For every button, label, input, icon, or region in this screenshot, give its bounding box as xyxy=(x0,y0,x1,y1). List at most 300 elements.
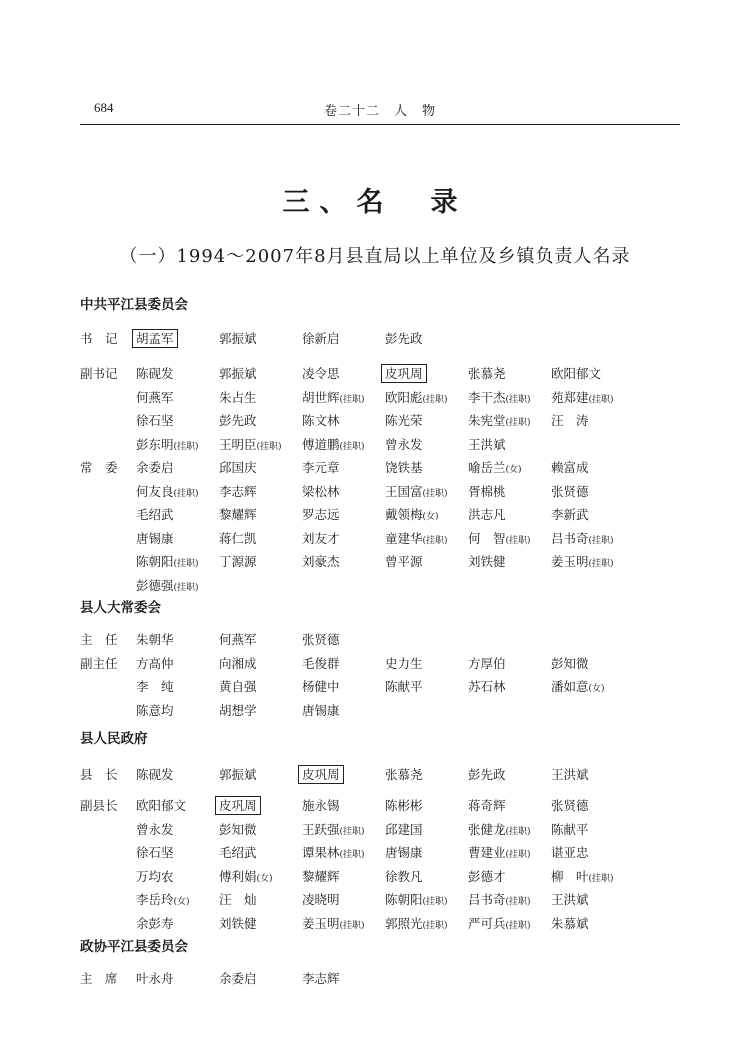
name-note: (挂职) xyxy=(173,582,199,593)
person-name xyxy=(385,841,468,865)
name-text: 胥棉桃 xyxy=(468,483,506,499)
role-label: 主 任 xyxy=(80,632,118,647)
person-name xyxy=(302,386,385,410)
name-text: 刘豪杰 xyxy=(302,554,340,569)
name-note: (挂职) xyxy=(505,850,531,860)
name-text: 郭振斌 xyxy=(219,767,257,782)
name-text: 徐石坚 xyxy=(136,413,174,428)
section-ccp-committee xyxy=(80,294,680,597)
name-text: 刘铁健 xyxy=(219,915,257,931)
name-text: 何友良 xyxy=(136,483,174,499)
name-note: (挂职) xyxy=(339,394,365,405)
name-text: 童建华 xyxy=(385,530,423,546)
person-name xyxy=(136,865,219,889)
name-text: 张贤德 xyxy=(551,483,589,499)
person-name xyxy=(551,550,634,574)
name-note: (挂职) xyxy=(339,920,365,931)
name-note: (挂职) xyxy=(588,535,614,546)
name-text: 史力生 xyxy=(385,655,423,671)
name-text: 姜玉明 xyxy=(302,915,340,931)
name-text: 叶永舟 xyxy=(136,971,174,986)
name-text: 凌令思 xyxy=(302,366,340,381)
name-text: 彭东明 xyxy=(136,436,174,452)
name-text: 何燕军 xyxy=(136,389,174,405)
person-name xyxy=(551,386,634,410)
person-name xyxy=(219,818,302,842)
name-text: 陈砚发 xyxy=(136,767,174,782)
name-text: 彭先政 xyxy=(468,767,506,782)
person-name xyxy=(219,550,302,574)
person-name xyxy=(385,386,468,410)
person-name xyxy=(219,327,302,351)
name-text: 饶铁基 xyxy=(385,460,423,475)
person-name xyxy=(551,409,634,433)
name-note: (挂职) xyxy=(505,826,531,837)
name-text: 陈献平 xyxy=(551,821,589,837)
person-name xyxy=(136,652,219,676)
name-text: 徐石坚 xyxy=(136,845,174,860)
subtitle: （一）1994～2007年8月县直局以上单位及乡镇负责人名录 xyxy=(119,246,631,267)
name-text: 张贤德 xyxy=(302,632,340,647)
person-name xyxy=(468,888,551,912)
page-title: 三、名 录 xyxy=(282,187,468,218)
person-name xyxy=(219,456,302,480)
person-name xyxy=(551,480,634,504)
name-text: 彭德才 xyxy=(468,868,506,884)
person-name xyxy=(136,527,219,551)
person-name xyxy=(551,675,634,699)
person-name xyxy=(136,888,219,912)
person-name xyxy=(468,503,551,527)
person-name xyxy=(302,888,385,912)
person-name xyxy=(302,818,385,842)
name-note: (挂职) xyxy=(173,441,199,452)
name-text: 吕书奇 xyxy=(551,530,589,546)
name-note: (挂职) xyxy=(339,826,365,837)
role-label: 常 委 xyxy=(80,460,118,475)
person-name xyxy=(136,386,219,410)
person-name xyxy=(385,456,468,480)
person-name xyxy=(385,433,468,457)
person-name xyxy=(219,794,302,818)
person-name xyxy=(468,818,551,842)
role-label: 县 长 xyxy=(80,767,118,782)
person-name xyxy=(468,527,551,551)
entry-row xyxy=(80,794,680,935)
name-text: 曾永发 xyxy=(136,821,174,837)
name-text: 郭照光 xyxy=(385,915,423,931)
person-name xyxy=(136,699,219,723)
name-text: 汪 灿 xyxy=(219,892,257,907)
name-note: (女) xyxy=(505,465,522,475)
name-note: (挂职) xyxy=(588,394,614,405)
person-name xyxy=(136,912,219,936)
name-text: 万均农 xyxy=(136,868,174,884)
name-text: 欧阳彪 xyxy=(385,389,423,405)
person-name xyxy=(385,763,468,787)
person-name xyxy=(385,818,468,842)
name-text: 陈朝阳 xyxy=(136,554,174,569)
person-name xyxy=(385,675,468,699)
name-text: 谭果林 xyxy=(302,845,340,860)
person-name xyxy=(551,362,634,386)
name-note: (挂职) xyxy=(505,418,531,428)
person-name xyxy=(302,675,385,699)
person-name xyxy=(302,527,385,551)
name-list xyxy=(136,794,696,935)
person-name xyxy=(302,503,385,527)
name-text: 唐锡康 xyxy=(136,530,174,546)
person-name xyxy=(551,912,634,936)
name-list xyxy=(136,362,696,456)
role-label: 书 记 xyxy=(80,331,118,346)
page-number: 684 xyxy=(94,100,114,115)
name-text: 陈砚发 xyxy=(136,366,174,381)
person-name xyxy=(219,967,302,991)
name-note: (女) xyxy=(173,897,190,907)
person-name xyxy=(551,527,634,551)
section-title: 县人大常委会 xyxy=(80,600,161,616)
name-text: 方高仲 xyxy=(136,655,174,671)
name-text: 朱宪堂 xyxy=(468,413,506,428)
name-text: 傅道鹏 xyxy=(302,436,340,452)
person-name xyxy=(468,794,551,818)
person-name xyxy=(551,794,634,818)
name-text: 潘如意 xyxy=(551,679,589,694)
person-name xyxy=(219,841,302,865)
name-text: 邱国庆 xyxy=(219,460,257,475)
person-name xyxy=(136,480,219,504)
person-name xyxy=(302,433,385,457)
name-note: (挂职) xyxy=(422,920,448,931)
name-text: 赖富成 xyxy=(551,460,589,475)
person-name xyxy=(219,763,302,787)
name-text: 何 智 xyxy=(468,530,506,546)
name-text: 李岳玲 xyxy=(136,892,174,907)
name-text: 蒋奇辉 xyxy=(468,798,506,813)
boxed-name: 皮巩周 xyxy=(298,765,344,784)
name-text: 王洪斌 xyxy=(468,436,506,452)
name-text: 郭振斌 xyxy=(219,331,257,346)
name-text: 毛俊群 xyxy=(302,655,340,671)
name-text: 杨健中 xyxy=(302,679,340,694)
name-note: (挂职) xyxy=(339,441,365,452)
section-title: 政协平江县委员会 xyxy=(80,939,188,955)
person-name xyxy=(302,409,385,433)
person-name xyxy=(302,967,385,991)
person-name xyxy=(385,912,468,936)
name-text: 余彭寿 xyxy=(136,915,174,931)
name-note: (挂职) xyxy=(422,394,448,405)
entry-row xyxy=(80,327,680,362)
name-note: (挂职) xyxy=(588,873,614,884)
person-name xyxy=(468,675,551,699)
name-text: 张贤德 xyxy=(551,798,589,813)
person-name xyxy=(302,794,385,818)
name-text: 陈文林 xyxy=(302,413,340,428)
person-name xyxy=(468,409,551,433)
name-text: 胡世辉 xyxy=(302,389,340,405)
name-list xyxy=(136,652,696,723)
name-text: 曹建业 xyxy=(468,845,506,860)
name-text: 方厚伯 xyxy=(468,655,506,671)
person-name xyxy=(468,912,551,936)
person-name xyxy=(219,912,302,936)
person-name xyxy=(302,865,385,889)
person-name xyxy=(219,675,302,699)
person-name xyxy=(136,818,219,842)
section-title: 县人民政府 xyxy=(80,731,148,747)
name-text: 朱占生 xyxy=(219,389,257,405)
person-name xyxy=(302,699,385,723)
person-name xyxy=(385,794,468,818)
name-text: 徐新启 xyxy=(302,331,340,346)
person-name xyxy=(302,652,385,676)
name-text: 苑郑建 xyxy=(551,389,589,405)
person-name xyxy=(385,503,468,527)
person-name xyxy=(219,503,302,527)
person-name xyxy=(219,527,302,551)
name-note: (挂职) xyxy=(505,920,531,931)
name-list xyxy=(136,763,696,787)
person-name xyxy=(302,550,385,574)
name-text: 欧阳郁文 xyxy=(551,366,602,381)
person-name xyxy=(136,362,219,386)
name-note: (挂职) xyxy=(505,535,531,546)
person-name xyxy=(385,327,468,351)
person-name xyxy=(468,865,551,889)
section-npc-standing-committee xyxy=(80,597,680,722)
person-name xyxy=(219,386,302,410)
person-name xyxy=(468,456,551,480)
name-text: 苏石林 xyxy=(468,679,506,694)
name-text: 彭德强 xyxy=(136,577,174,593)
person-name xyxy=(136,456,219,480)
name-note: (挂职) xyxy=(173,488,199,499)
name-text: 刘铁健 xyxy=(468,554,506,569)
person-name xyxy=(551,865,634,889)
name-text: 陈意均 xyxy=(136,702,174,718)
name-list xyxy=(136,967,696,991)
name-text: 李 纯 xyxy=(136,679,174,694)
name-text: 刘友才 xyxy=(302,530,340,546)
name-list xyxy=(136,628,696,652)
person-name xyxy=(136,503,219,527)
person-name xyxy=(302,327,385,351)
entry-row xyxy=(80,628,680,652)
role-label: 副书记 xyxy=(80,366,118,381)
person-name xyxy=(302,456,385,480)
person-name xyxy=(302,841,385,865)
name-text: 陈献平 xyxy=(385,679,423,694)
name-text: 陈朝阳 xyxy=(385,892,423,907)
name-note: (挂职) xyxy=(256,441,282,452)
name-text: 喻岳兰 xyxy=(468,460,506,475)
name-note: (挂职) xyxy=(505,394,531,405)
name-text: 余委启 xyxy=(136,460,174,475)
person-name xyxy=(468,386,551,410)
page-header xyxy=(80,94,680,125)
section-county-government xyxy=(80,728,680,935)
name-text: 王跃强 xyxy=(302,821,340,837)
person-name xyxy=(468,433,551,457)
name-note: (挂职) xyxy=(339,850,365,860)
name-text: 梁松林 xyxy=(302,483,340,499)
name-text: 欧阳郁文 xyxy=(136,798,187,813)
name-text: 凌晓明 xyxy=(302,892,340,907)
entry-row xyxy=(80,967,680,991)
name-text: 张慕尧 xyxy=(468,366,506,381)
name-text: 彭知微 xyxy=(551,655,589,671)
name-text: 毛绍武 xyxy=(219,845,257,860)
person-name xyxy=(219,480,302,504)
role-label: 主 席 xyxy=(80,971,118,986)
person-name xyxy=(551,841,634,865)
name-text: 何燕军 xyxy=(219,632,257,647)
name-text: 王国富 xyxy=(385,483,423,499)
person-name xyxy=(468,362,551,386)
name-text: 王洪斌 xyxy=(551,767,589,782)
person-name xyxy=(219,699,302,723)
name-text: 王明臣 xyxy=(219,436,257,452)
person-name xyxy=(136,433,219,457)
person-name xyxy=(219,652,302,676)
person-name xyxy=(551,818,634,842)
person-name xyxy=(136,628,219,652)
name-note: (女) xyxy=(588,684,605,694)
name-text: 黄自强 xyxy=(219,679,257,694)
person-name xyxy=(551,503,634,527)
person-name xyxy=(385,409,468,433)
name-text: 唐锡康 xyxy=(385,845,423,860)
person-name xyxy=(302,763,385,787)
name-text: 汪 涛 xyxy=(551,413,589,428)
name-text: 吕书奇 xyxy=(468,892,506,907)
boxed-name: 胡孟军 xyxy=(132,329,178,348)
name-text: 黎耀辉 xyxy=(302,868,340,884)
name-text: 余委启 xyxy=(219,971,257,986)
name-text: 柳 叶 xyxy=(551,868,589,884)
person-name xyxy=(136,675,219,699)
person-name xyxy=(385,888,468,912)
name-text: 曾永发 xyxy=(385,436,423,452)
name-text: 朱慕斌 xyxy=(551,915,589,931)
person-name xyxy=(468,480,551,504)
name-text: 戴领梅 xyxy=(385,507,423,522)
person-name xyxy=(551,763,634,787)
name-text: 李志辉 xyxy=(219,483,257,499)
name-note: (女) xyxy=(256,873,273,884)
name-text: 郭振斌 xyxy=(219,366,257,381)
name-text: 唐锡康 xyxy=(302,702,340,718)
name-text: 傅利娟 xyxy=(219,868,257,884)
entry-row xyxy=(80,456,680,597)
section-title: 中共平江县委员会 xyxy=(80,297,188,313)
person-name xyxy=(219,628,302,652)
name-text: 姜玉明 xyxy=(551,554,589,569)
name-note: (挂职) xyxy=(422,535,448,546)
person-name xyxy=(385,362,468,386)
person-name xyxy=(136,763,219,787)
name-text: 王洪斌 xyxy=(551,892,589,907)
person-name xyxy=(302,480,385,504)
name-note: (挂职) xyxy=(422,897,448,907)
person-name xyxy=(219,865,302,889)
name-text: 罗志远 xyxy=(302,507,340,522)
person-name xyxy=(468,652,551,676)
name-text: 邱建国 xyxy=(385,821,423,837)
person-name xyxy=(219,362,302,386)
name-text: 丁源源 xyxy=(219,554,257,569)
person-name xyxy=(385,865,468,889)
entry-row xyxy=(80,362,680,456)
person-name xyxy=(551,652,634,676)
person-name xyxy=(468,763,551,787)
person-name xyxy=(136,327,219,351)
person-name xyxy=(551,888,634,912)
name-text: 彭先政 xyxy=(219,413,257,428)
name-text: 施永锡 xyxy=(302,798,340,813)
name-text: 彭知微 xyxy=(219,821,257,837)
name-text: 朱朝华 xyxy=(136,632,174,647)
name-text: 洪志凡 xyxy=(468,507,506,522)
name-note: (挂职) xyxy=(173,559,199,569)
boxed-name: 皮巩周 xyxy=(215,796,261,815)
name-note: (挂职) xyxy=(505,897,531,907)
role-label: 副县长 xyxy=(80,798,118,813)
name-text: 曾平源 xyxy=(385,554,423,569)
name-text: 毛绍武 xyxy=(136,507,174,522)
person-name xyxy=(219,409,302,433)
person-name xyxy=(136,409,219,433)
name-text: 李干杰 xyxy=(468,389,506,405)
entry-row xyxy=(80,763,680,794)
person-name xyxy=(302,362,385,386)
person-name xyxy=(385,550,468,574)
person-name xyxy=(551,456,634,480)
name-text: 张健龙 xyxy=(468,821,506,837)
person-name xyxy=(136,550,219,574)
name-text: 谌亚忠 xyxy=(551,845,589,860)
person-name xyxy=(385,480,468,504)
person-name xyxy=(302,628,385,652)
name-note: (挂职) xyxy=(588,559,614,569)
name-note: (挂职) xyxy=(422,488,448,499)
name-text: 张慕尧 xyxy=(385,767,423,782)
name-list xyxy=(136,456,696,597)
name-text: 李新武 xyxy=(551,507,589,522)
person-name xyxy=(385,652,468,676)
person-name xyxy=(219,433,302,457)
role-label: 副主任 xyxy=(80,655,118,671)
boxed-name: 皮巩周 xyxy=(381,364,427,383)
name-text: 徐教凡 xyxy=(385,868,423,884)
person-name xyxy=(136,841,219,865)
name-text: 向湘成 xyxy=(219,655,257,671)
name-text: 陈光荣 xyxy=(385,413,423,428)
name-text: 李志辉 xyxy=(302,971,340,986)
entry-row xyxy=(80,652,680,723)
name-text: 黎耀辉 xyxy=(219,507,257,522)
running-head: 卷二十二 人 物 xyxy=(323,104,436,119)
person-name xyxy=(219,888,302,912)
person-name xyxy=(136,574,219,598)
person-name xyxy=(385,527,468,551)
section-cppcc-committee xyxy=(80,936,680,991)
name-text: 严可兵 xyxy=(468,915,506,931)
name-text: 蒋仁凯 xyxy=(219,530,257,546)
person-name xyxy=(468,841,551,865)
